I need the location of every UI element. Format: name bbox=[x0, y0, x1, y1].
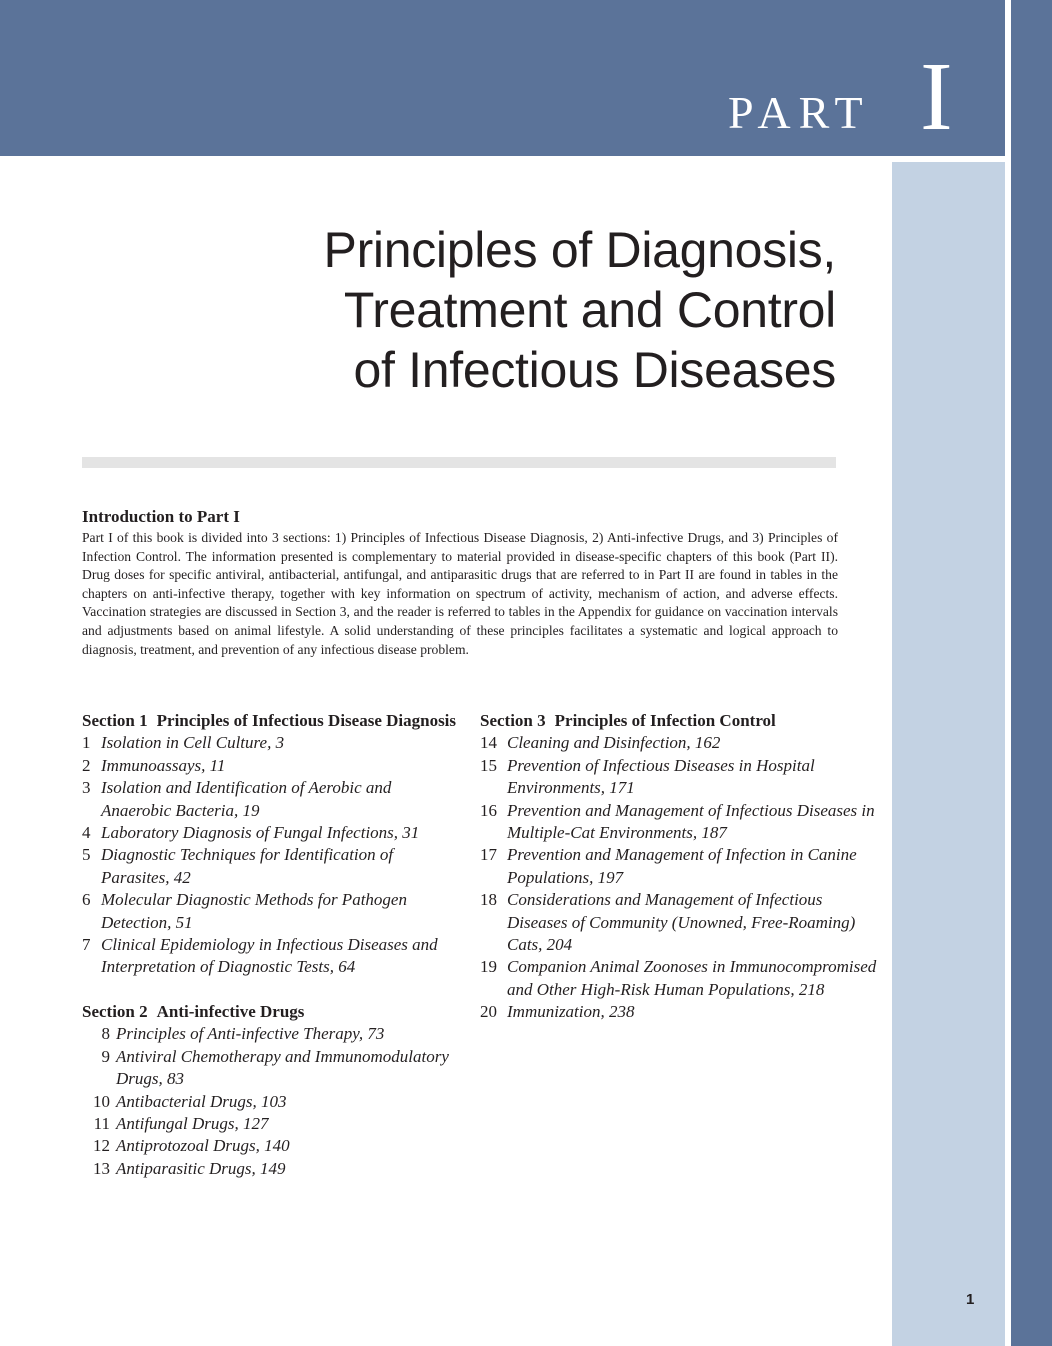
title-line: Principles of Diagnosis, bbox=[323, 222, 836, 278]
chapter-entry bbox=[82, 822, 462, 844]
chapter-number: 16 bbox=[480, 800, 497, 820]
chapter-entry bbox=[82, 1023, 462, 1045]
intro-body: Part I of this book is divided into 3 sections: 1) Principles of Infectious Disease Diagnosis, 2) Anti-infective Drugs, and 3) Principles of Infection Control. The information presented is complementary to material provided in disease-specific chapters of this book (Part II). Drug doses for specific antiviral, antibacterial, antifungal, and antiparasitic drugs that are referred to in Part II are found in tables in the chapters on anti-infective therapy, together with key information on spectrum of activity, mechanism of action, and adverse effects. Vaccination strategies are discussed in Section 3, and the reader is referred to tables in the Appendix for guidance on vaccination intervals and adjustments based on animal lifestyle. A solid understanding of these principles facilitates a systematic and logical approach to diagnosis, treatment, and prevention of any infectious disease problem. bbox=[82, 530, 838, 657]
chapter-title: Prevention and Management of Infectious Diseases in Multiple-Cat Environments, 187 bbox=[507, 800, 875, 843]
chapter-entry bbox=[480, 755, 880, 800]
chapter-title: Considerations and Management of Infectious Diseases of Community (Unowned, Free-Roaming) Cats, 204 bbox=[507, 890, 856, 955]
chapter-entry bbox=[480, 732, 880, 754]
chapter-entry bbox=[82, 1113, 462, 1135]
page-title bbox=[240, 220, 836, 400]
chapter-title: Laboratory Diagnosis of Fungal Infections, 31 bbox=[101, 823, 420, 843]
chapter-number: 9 bbox=[101, 1046, 110, 1066]
chapter-title: Principles of Anti-infective Therapy, 73 bbox=[116, 1024, 385, 1044]
edge-band bbox=[1011, 0, 1052, 1346]
intro-block bbox=[82, 507, 838, 659]
section-heading bbox=[82, 710, 462, 732]
section-title: Principles of Infection Control bbox=[554, 711, 776, 730]
part-numeral: I bbox=[920, 43, 953, 151]
chapter-title: Antiparasitic Drugs, 149 bbox=[116, 1158, 286, 1178]
side-tab bbox=[892, 162, 1005, 1346]
section-heading bbox=[82, 1001, 462, 1023]
title-line: of Infectious Diseases bbox=[353, 342, 836, 398]
section-2 bbox=[82, 1001, 462, 1180]
chapter-entry bbox=[480, 800, 880, 845]
chapter-number: 5 bbox=[82, 845, 91, 865]
chapter-number: 18 bbox=[480, 890, 497, 910]
chapter-number: 15 bbox=[480, 755, 497, 775]
chapter-title: Prevention of Infectious Diseases in Hospital Environments, 171 bbox=[507, 755, 815, 798]
chapter-entry bbox=[480, 889, 880, 956]
chapter-title: Immunization, 238 bbox=[507, 1002, 635, 1022]
divider-rule bbox=[82, 457, 836, 468]
chapter-number: 4 bbox=[82, 823, 91, 843]
chapter-number: 12 bbox=[93, 1136, 110, 1156]
chapter-title: Antifungal Drugs, 127 bbox=[116, 1113, 269, 1133]
chapter-number: 10 bbox=[93, 1091, 110, 1111]
chapter-number: 1 bbox=[82, 733, 91, 753]
chapter-number: 13 bbox=[93, 1158, 110, 1178]
chapter-entry bbox=[82, 1046, 462, 1091]
chapter-title: Isolation in Cell Culture, 3 bbox=[101, 733, 285, 753]
chapter-title: Antiviral Chemotherapy and Immunomodulatory Drugs, 83 bbox=[116, 1046, 449, 1089]
section-number: Section 1 bbox=[82, 711, 148, 730]
section-1 bbox=[82, 710, 462, 979]
page-number: 1 bbox=[966, 1291, 975, 1308]
chapter-entry bbox=[480, 1001, 880, 1023]
chapter-title: Antiprotozoal Drugs, 140 bbox=[116, 1136, 290, 1156]
chapter-title: Cleaning and Disinfection, 162 bbox=[507, 733, 721, 753]
chapter-title: Companion Animal Zoonoses in Immunocompromised and Other High-Risk Human Populations, 218 bbox=[507, 957, 877, 999]
chapter-title: Molecular Diagnostic Methods for Pathogen Detection, 51 bbox=[101, 890, 407, 932]
section-heading bbox=[480, 710, 880, 732]
chapter-entry bbox=[82, 777, 462, 822]
chapter-number: 3 bbox=[82, 778, 91, 798]
chapter-number: 6 bbox=[82, 890, 91, 910]
chapter-number: 14 bbox=[480, 733, 497, 753]
chapter-title: Isolation and Identification of Aerobic and Anaerobic Bacteria, 19 bbox=[101, 778, 392, 820]
section-title: Anti-infective Drugs bbox=[156, 1001, 305, 1021]
chapter-entry bbox=[82, 1091, 462, 1113]
chapter-entry bbox=[82, 1158, 462, 1180]
chapter-number: 11 bbox=[93, 1113, 110, 1133]
intro-heading: Introduction to Part I bbox=[82, 507, 240, 526]
section-number: Section 3 bbox=[480, 711, 546, 730]
chapter-title: Prevention and Management of Infection in Canine Populations, 197 bbox=[507, 845, 857, 887]
header-band bbox=[0, 0, 1052, 156]
chapter-entry bbox=[82, 1135, 462, 1157]
chapter-entry bbox=[82, 844, 462, 889]
chapter-title: Immunoassays, 11 bbox=[101, 755, 226, 775]
chapter-number: 17 bbox=[480, 845, 497, 865]
chapter-entry bbox=[480, 844, 880, 889]
chapter-title: Antibacterial Drugs, 103 bbox=[116, 1091, 287, 1111]
contents-column-left bbox=[82, 710, 462, 1202]
title-line: Treatment and Control bbox=[343, 282, 836, 338]
chapter-title: Diagnostic Techniques for Identification of Parasites, 42 bbox=[101, 845, 394, 887]
chapter-number: 19 bbox=[480, 957, 497, 977]
edge-gap bbox=[1005, 0, 1011, 1346]
chapter-title: Clinical Epidemiology in Infectious Diseases and Interpretation of Diagnostic Tests, 64 bbox=[101, 935, 438, 977]
chapter-entry bbox=[82, 889, 462, 934]
chapter-number: 2 bbox=[82, 755, 91, 775]
chapter-number: 7 bbox=[82, 935, 91, 955]
chapter-entry bbox=[82, 755, 462, 777]
chapter-entry bbox=[82, 732, 462, 754]
section-title: Principles of Infectious Disease Diagnosis bbox=[156, 711, 457, 730]
chapter-number: 20 bbox=[480, 1002, 497, 1022]
part-label: PART bbox=[728, 87, 871, 138]
chapter-number: 8 bbox=[101, 1024, 110, 1044]
contents-column-right bbox=[480, 710, 880, 1046]
chapter-entry bbox=[82, 934, 462, 979]
section-3 bbox=[480, 710, 880, 1024]
chapter-entry bbox=[480, 956, 880, 1001]
section-number: Section 2 bbox=[82, 1001, 148, 1021]
